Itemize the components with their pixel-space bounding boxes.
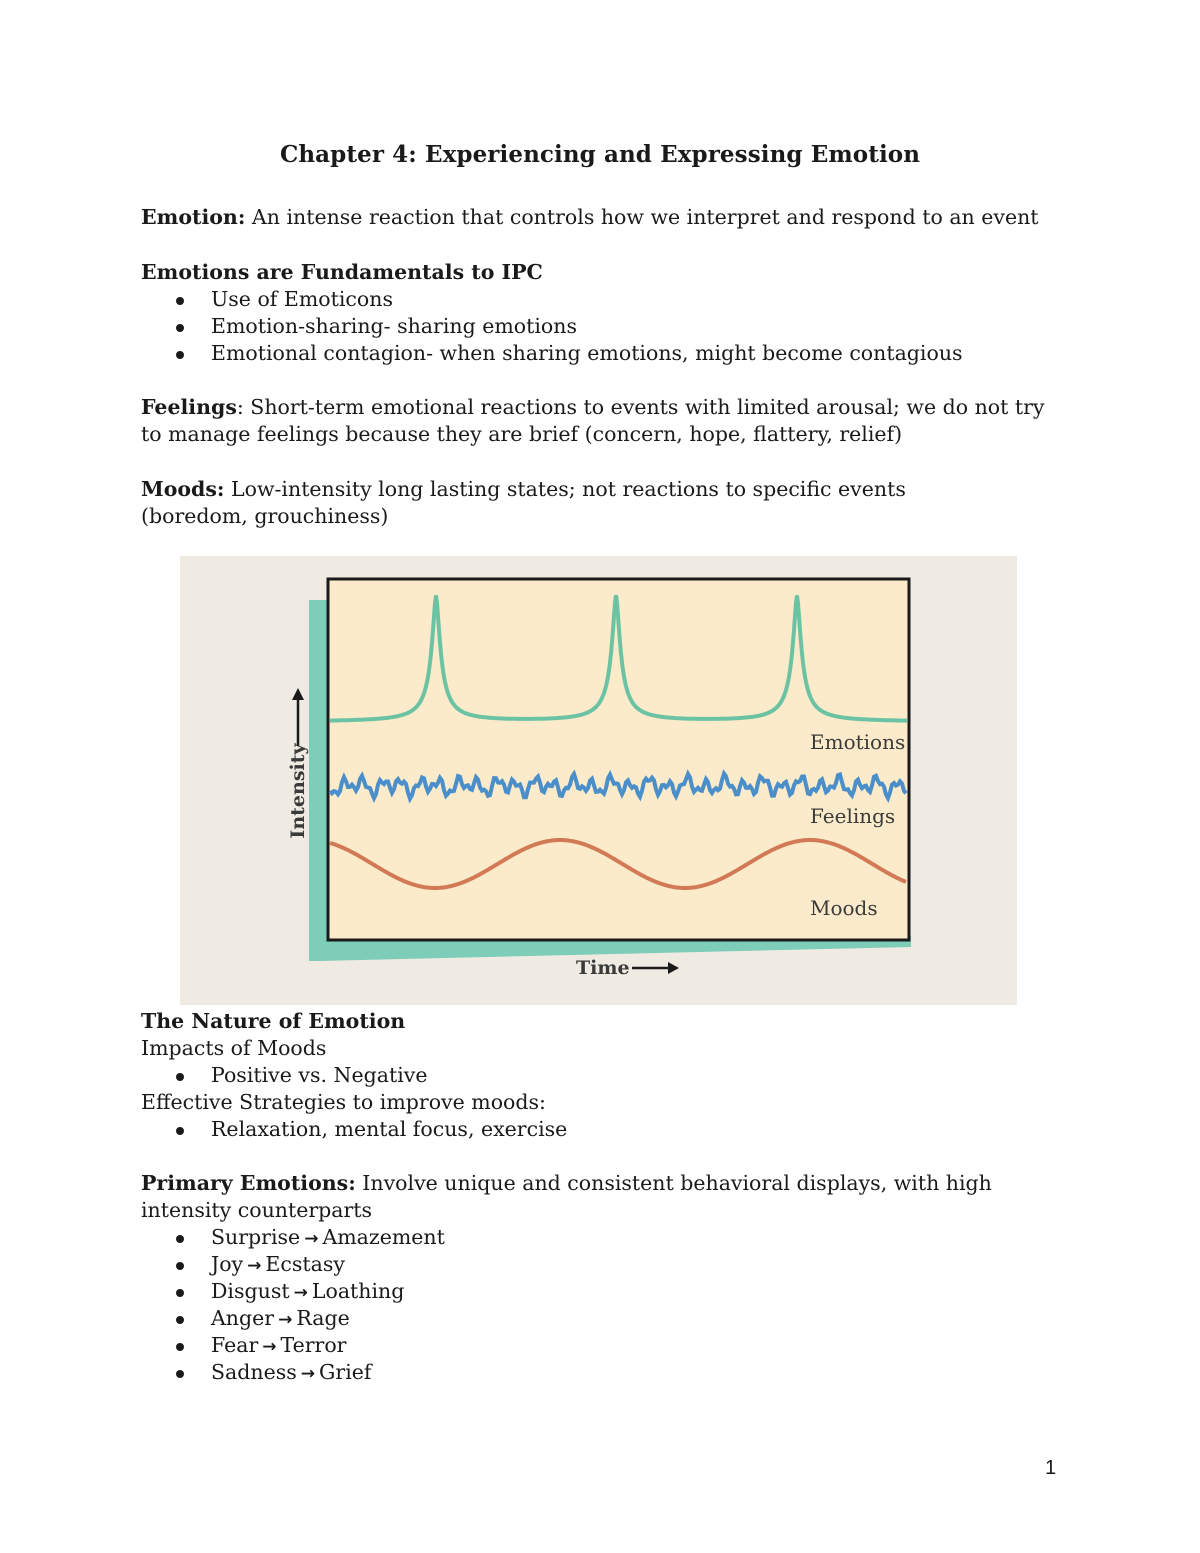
fundamentals-list xyxy=(141,286,963,367)
arrow-right-icon: → xyxy=(300,1364,316,1384)
emotion-intense: Ecstasy xyxy=(265,1252,345,1276)
moods-term: Moods: xyxy=(141,477,225,501)
feelings-text: : Short-term emotional reactions to events with limited arousal; we do not try to manage feelings because they are brief (concern, hope, flattery, relief) xyxy=(141,395,1045,446)
y-axis-label: Intensity xyxy=(287,743,309,839)
list-item: Emotional contagion- when sharing emotions, might become contagious xyxy=(141,340,963,367)
page-number: 1 xyxy=(1045,1457,1057,1479)
list-item xyxy=(141,1305,445,1332)
emotion-base: Fear xyxy=(211,1333,259,1357)
feelings-term: Feelings xyxy=(141,395,237,419)
emotion-intense: Terror xyxy=(280,1333,347,1357)
primary-text: Involve unique and consistent behavioral displays, with high intensity counterparts xyxy=(141,1171,992,1222)
list-item xyxy=(141,1278,445,1305)
strategies-list xyxy=(141,1116,567,1143)
primary-term: Primary Emotions: xyxy=(141,1171,356,1195)
arrow-right-icon: → xyxy=(262,1337,277,1357)
list-item: Emotion-sharing- sharing emotions xyxy=(141,313,963,340)
list-item: Relaxation, mental focus, exercise xyxy=(141,1116,567,1143)
primary-emotions-definition xyxy=(141,1170,1011,1224)
intensity-figure xyxy=(180,556,1017,1005)
emotion-base: Sadness xyxy=(211,1360,297,1384)
emotion-intense: Grief xyxy=(319,1360,372,1384)
list-item xyxy=(141,1224,445,1251)
page-title: Chapter 4: Experiencing and Expressing Emotion xyxy=(279,141,921,168)
primary-emotions-list xyxy=(141,1224,445,1386)
list-item: Positive vs. Negative xyxy=(141,1062,427,1089)
impacts-label: Impacts of Moods xyxy=(141,1036,327,1060)
list-item xyxy=(141,1251,445,1278)
moods-definition xyxy=(141,476,961,530)
arrow-right-icon: → xyxy=(293,1283,308,1303)
emotion-intense: Amazement xyxy=(322,1225,445,1249)
list-item xyxy=(141,1359,445,1386)
feelings-label: Feelings xyxy=(810,804,896,828)
emotion-base: Surprise xyxy=(211,1225,301,1249)
strategies-label: Effective Strategies to improve moods: xyxy=(141,1090,546,1114)
emotion-base: Joy xyxy=(211,1252,244,1276)
impacts-list xyxy=(141,1062,427,1089)
nature-heading: The Nature of Emotion xyxy=(141,1009,406,1033)
arrow-right-icon: → xyxy=(247,1256,262,1276)
emotion-text: An intense reaction that controls how we interpret and respond to an event xyxy=(245,205,1039,229)
arrow-right-icon: → xyxy=(278,1310,293,1330)
emotion-term: Emotion: xyxy=(141,205,246,229)
list-item xyxy=(141,1332,445,1359)
emotion-definition xyxy=(141,204,1039,231)
emotion-intense: Rage xyxy=(296,1306,350,1330)
emotion-intense: Loathing xyxy=(311,1279,405,1303)
moods-text: Low-intensity long lasting states; not reactions to specific events (boredom, grouchiness) xyxy=(141,477,906,528)
feelings-definition xyxy=(141,394,1071,448)
fundamentals-heading: Emotions are Fundamentals to IPC xyxy=(141,260,543,284)
list-item: Use of Emoticons xyxy=(141,286,963,313)
emotion-base: Anger xyxy=(211,1306,275,1330)
arrow-right-icon: → xyxy=(304,1229,319,1249)
emotions-label: Emotions xyxy=(810,730,906,754)
x-axis-label: Time xyxy=(576,957,630,979)
emotion-base: Disgust xyxy=(211,1279,290,1303)
moods-label: Moods xyxy=(810,896,878,920)
